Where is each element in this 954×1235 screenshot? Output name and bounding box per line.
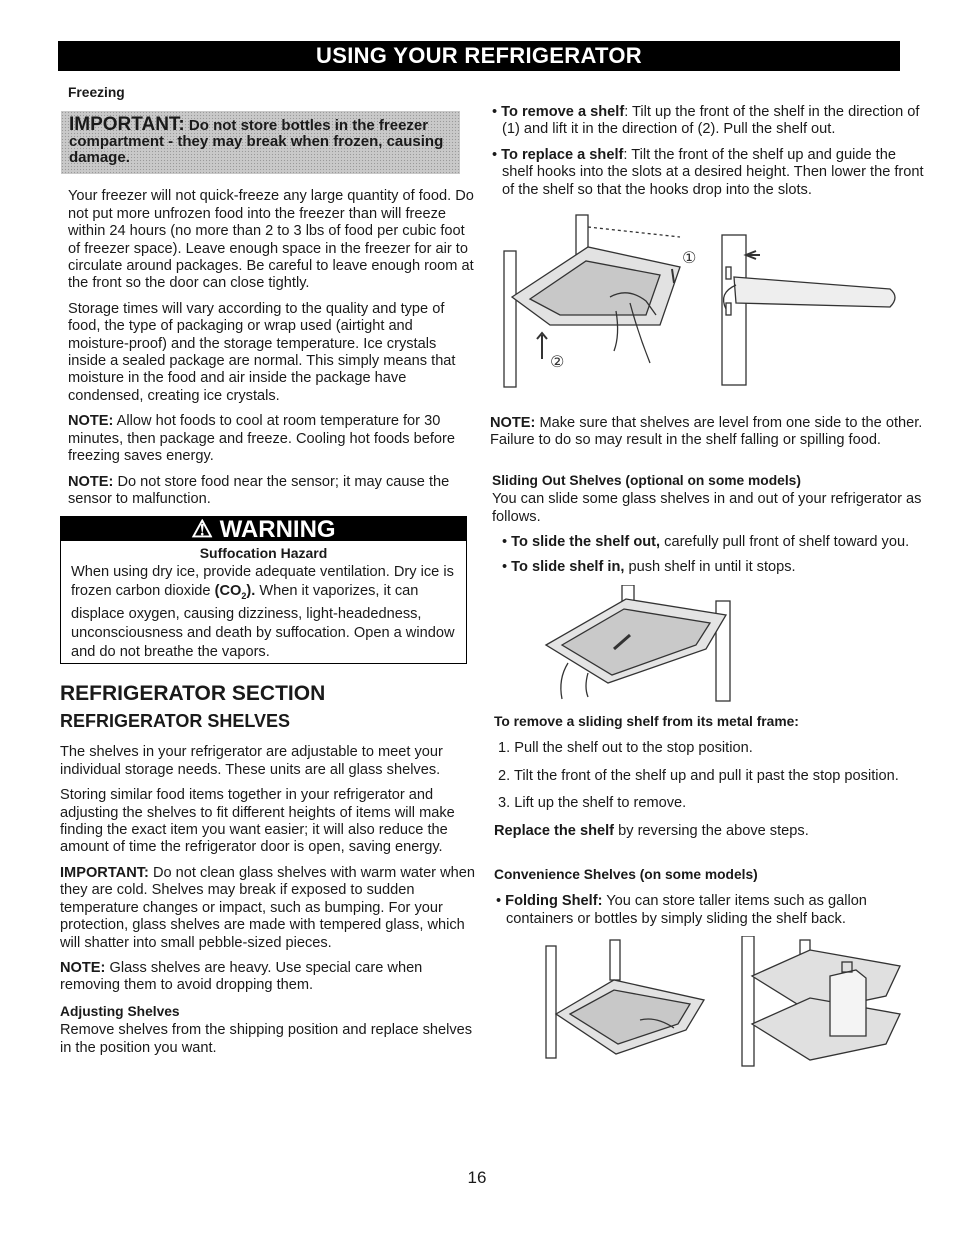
important-label: IMPORTANT: (69, 114, 185, 136)
bullet-remove-shelf: • To remove a shelf: Tilt up the front of the shelf in the direction of (1) and lift it in the direction of (2). Pull the shelf out. (492, 104, 920, 138)
freezer-paragraph-2: Storage times will vary according to the quality and type of food, the type of packaging or wrap used (airtight and moisture-proof) and the storage temperature. Ice crystals inside a sealed package are normal. This simply means that moisture in the food and air inside the package have condensed, creating ice crystals. (68, 300, 456, 404)
step-2: 2. Tilt the front of the shelf up and pull it past the stop position. (498, 767, 899, 784)
sliding-paragraph: You can slide some glass shelves in and out of your refrigerator as follows. (492, 491, 922, 525)
note-hot-foods: NOTE: Allow hot foods to cool at room temperature for 30 minutes, then package and freeze. Cooling hot foods before freezing saves energy. (68, 413, 455, 465)
callout-2: ② (550, 352, 565, 372)
page-banner: USING YOUR REFRIGERATOR (58, 41, 900, 71)
bullet-slide-in: • To slide shelf in, push shelf in until it stops. (502, 559, 796, 576)
right-column (490, 104, 930, 1084)
sliding-shelf-illustration (490, 585, 910, 705)
important-callout (61, 111, 460, 174)
freezer-paragraph-1: Your freezer will not quick-freeze any large quantity of food. Do not put more unfrozen food into the freezer than will freeze within 24 hours (no more than 2 to 3 lbs of food per cubic foot of freezer space). Leave enough space in the freezer for air to circulate around packages. Be careful to leave enough room at the front so the door can close tightly. (68, 188, 474, 292)
freezing-heading: Freezing (68, 85, 125, 100)
section-title: REFRIGERATOR SECTION (60, 682, 326, 706)
remove-sliding-heading: To remove a sliding shelf from its metal frame: (494, 713, 799, 729)
page-number: 16 (467, 1168, 487, 1187)
warning-header: ⚠ WARNING (61, 517, 466, 541)
adjusting-paragraph: Remove shelves from the shipping position and replace shelves in the position you want. (60, 1022, 473, 1056)
important-text: Do not store bottles in the freezer compartment - they may break when frozen, causing damage. (69, 117, 444, 167)
convenience-heading: Convenience Shelves (on some models) (494, 866, 758, 882)
folding-shelf-illustration (490, 936, 910, 1076)
step-1: 1. Pull the shelf out to the stop position. (498, 740, 753, 757)
replace-shelf-text: Replace the shelf by reversing the above steps. (494, 822, 809, 839)
adjusting-heading: Adjusting Shelves (60, 1003, 180, 1019)
note-sensor: NOTE: Do not store food near the sensor; it may cause the sensor to malfunction. (68, 473, 450, 507)
callout-1: ① (682, 248, 697, 268)
warning-box (60, 516, 467, 664)
important-cleaning: IMPORTANT: Do not clean glass shelves with warm water when they are cold. Shelves may break if exposed to sudden temperature changes or impact, such as bumping. For your protection, glass shelves are made with tempered glass, which will shatter into small pebble-sized pieces. (60, 864, 475, 951)
bullet-replace-shelf: • To replace a shelf: Tilt the front of the shelf up and guide the shelf hooks into the slots at a desired height. Then lower the front of the shelf so that the hooks drop into the slots. (492, 146, 924, 198)
subsection-title: REFRIGERATOR SHELVES (60, 711, 291, 732)
note-heavy: NOTE: Glass shelves are heavy. Use special care when removing them to avoid dropping them. (60, 959, 423, 994)
left-column (60, 84, 476, 1065)
sliding-heading: Sliding Out Shelves (optional on some models) (492, 472, 801, 488)
shelves-paragraph-2: Storing similar food items together in your refrigerator and adjusting the shelves to fit different heights of items will make finding the exact item you want easier; it will also reduce the amount of time the refrigerator door is open, saving energy. (60, 787, 455, 856)
bullet-folding-shelf: • Folding Shelf: You can store taller items such as gallon containers or bottles by simply sliding the shelf back. (496, 893, 867, 927)
warning-triangle-icon: ⚠ (191, 516, 213, 544)
shelves-paragraph-1: The shelves in your refrigerator are adjustable to meet your individual storage needs. These units are all glass shelves. (60, 744, 443, 778)
step-3: 3. Lift up the shelf to remove. (498, 795, 687, 812)
warning-text: When using dry ice, provide adequate ventilation. Dry ice is frozen carbon dioxide $(CO_2)$. When it vaporizes, it can displace oxygen, causing dizziness, light-headedness, unconsciousness and death by suffocation. Open a window and do not breathe the vapors. (71, 564, 455, 660)
warning-subtitle: Suffocation Hazard (199, 545, 328, 562)
note-level: NOTE: Make sure that shelves are level from one side to the other. Failure to do so may result in the shelf falling or spilling food. (490, 415, 923, 449)
shelf-removal-illustration (490, 207, 910, 407)
bullet-slide-out: • To slide the shelf out, carefully pull front of shelf toward you. (502, 534, 910, 551)
